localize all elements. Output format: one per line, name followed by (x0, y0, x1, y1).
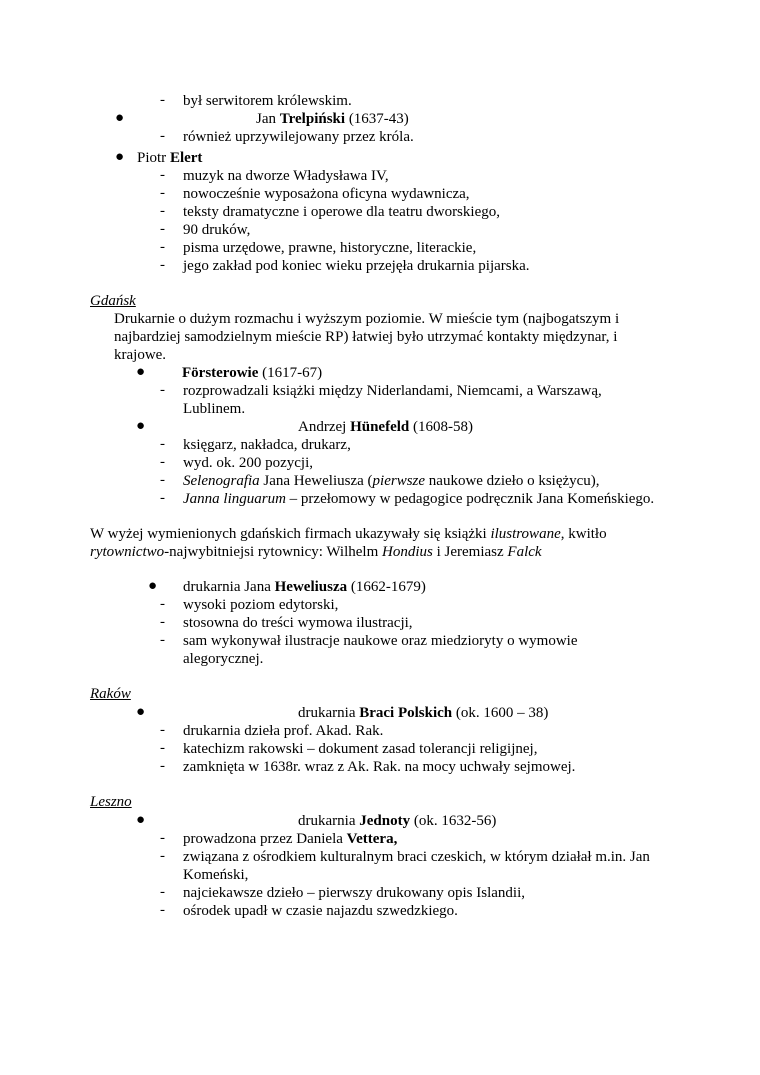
list-item: nowocześnie wyposażona oficyna wydawnicza, (183, 186, 470, 202)
bullet-icon: ● (136, 812, 146, 828)
dash-bullet: - (160, 632, 165, 648)
list-item: najciekawsze dzieło – pierwszy drukowany opis Islandii, (183, 885, 525, 901)
dash-bullet: - (160, 239, 165, 255)
section-heading: Raków (90, 686, 131, 702)
dash-bullet: - (160, 848, 165, 864)
list-item: Janna linguarum – przełomowy w pedagogice podręcznik Jana Komeńskiego. (183, 491, 655, 507)
printer-entry: Piotr Elert (137, 150, 203, 166)
dash-bullet: - (160, 902, 165, 918)
bullet-icon: ● (115, 110, 125, 126)
list-item: muzyk na dworze Władysława IV, (183, 168, 389, 184)
dash-bullet: - (160, 128, 165, 144)
dash-bullet: - (160, 490, 165, 506)
list-item: Selenografia Jana Heweliusza (pierwsze naukowe dzieło o księżycu), (183, 473, 600, 489)
printer-entry: drukarnia Braci Polskich (ok. 1600 – 38) (298, 705, 549, 721)
list-item: również uprzywilejowany przez króla. (183, 129, 414, 145)
dash-bullet: - (160, 758, 165, 774)
list-item: rozprowadzali książki między Niderlandami, Niemcami, a Warszawą, (183, 383, 602, 399)
bullet-icon: ● (136, 418, 146, 434)
list-item: był serwitorem królewskim. (183, 93, 352, 109)
list-item: teksty dramatyczne i operowe dla teatru dworskiego, (183, 204, 500, 220)
list-item: drukarnia dzieła prof. Akad. Rak. (183, 723, 384, 739)
printer-entry: Andrzej Hünefeld (1608-58) (298, 419, 473, 435)
paragraph-line: krajowe. (114, 347, 167, 363)
dash-bullet: - (160, 454, 165, 470)
dash-bullet: - (160, 722, 165, 738)
list-item: wysoki poziom edytorski, (183, 597, 339, 613)
list-item: księgarz, nakładca, drukarz, (183, 437, 351, 453)
bullet-icon: ● (136, 704, 146, 720)
section-heading: Leszno (90, 794, 132, 810)
dash-bullet: - (160, 92, 165, 108)
list-item: jego zakład pod koniec wieku przejęła drukarnia pijarska. (183, 258, 530, 274)
list-item: stosowna do treści wymowa ilustracji, (183, 615, 413, 631)
bullet-icon: ● (136, 364, 146, 380)
list-item: zamknięta w 1638r. wraz z Ak. Rak. na mocy uchwały sejmowej. (183, 759, 576, 775)
printer-name: Heweliusza (274, 579, 348, 595)
dash-bullet: - (160, 221, 165, 237)
printer-entry: Jan Trelpiński (1637-43) (256, 111, 409, 127)
list-item: wyd. ok. 200 pozycji, (183, 455, 313, 471)
list-item: prowadzona przez Daniela Vettera, (183, 831, 398, 847)
printer-entry: drukarnia Jednoty (ok. 1632-56) (298, 813, 497, 829)
dash-bullet: - (160, 740, 165, 756)
bullet-icon: ● (148, 578, 158, 594)
dash-bullet: - (160, 472, 165, 488)
dash-bullet: - (160, 185, 165, 201)
dash-bullet: - (160, 614, 165, 630)
paragraph-line: rytownictwo-najwybitniejsi rytownicy: Wilhelm Hondius i Jeremiasz Falck (90, 544, 542, 560)
printer-entry: Försterowie (1617-67) (182, 365, 323, 381)
dash-bullet: - (160, 596, 165, 612)
dash-bullet: - (160, 436, 165, 452)
dash-bullet: - (160, 257, 165, 273)
bullet-icon: ● (115, 149, 125, 165)
list-item: ośrodek upadł w czasie najazdu szwedzkiego. (183, 903, 458, 919)
printer-name: Jednoty (359, 813, 411, 829)
printer-name: Hünefeld (350, 419, 410, 435)
list-item: 90 druków, (183, 222, 251, 238)
dash-bullet: - (160, 203, 165, 219)
dash-bullet: - (160, 884, 165, 900)
printer-name: Förster (182, 365, 230, 381)
section-heading: Gdańsk (90, 293, 136, 309)
printer-entry: drukarnia Jana Heweliusza (1662-1679) (183, 579, 426, 595)
list-item: związana z ośrodkiem kulturalnym braci czeskich, w którym działał m.in. Jan (183, 849, 650, 865)
printer-name: Elert (169, 150, 203, 166)
paragraph-line: Drukarnie o dużym rozmachu i wyższym poziomie. W mieście tym (najbogatszym i (114, 311, 620, 327)
dash-bullet: - (160, 167, 165, 183)
list-item: pisma urzędowe, prawne, historyczne, literackie, (183, 240, 477, 256)
printer-name: Trelpiński (279, 111, 346, 127)
list-item-continuation: alegorycznej. (183, 651, 264, 667)
list-item: katechizm rakowski – dokument zasad tolerancji religijnej, (183, 741, 538, 757)
list-item: sam wykonywał ilustracje naukowe oraz miedzioryty o wymowie (183, 633, 578, 649)
paragraph-line: W wyżej wymienionych gdańskich firmach ukazywały się książki ilustrowane, kwitło (90, 526, 607, 542)
list-item-continuation: Lublinem. (183, 401, 246, 417)
dash-bullet: - (160, 830, 165, 846)
paragraph-line: najbardziej samodzielnym mieście RP) łatwiej było utrzymać kontakty międzynar, i (114, 329, 618, 345)
list-item-continuation: Komeński, (183, 867, 249, 883)
printer-name: Braci Polskich (359, 705, 453, 721)
dash-bullet: - (160, 382, 165, 398)
